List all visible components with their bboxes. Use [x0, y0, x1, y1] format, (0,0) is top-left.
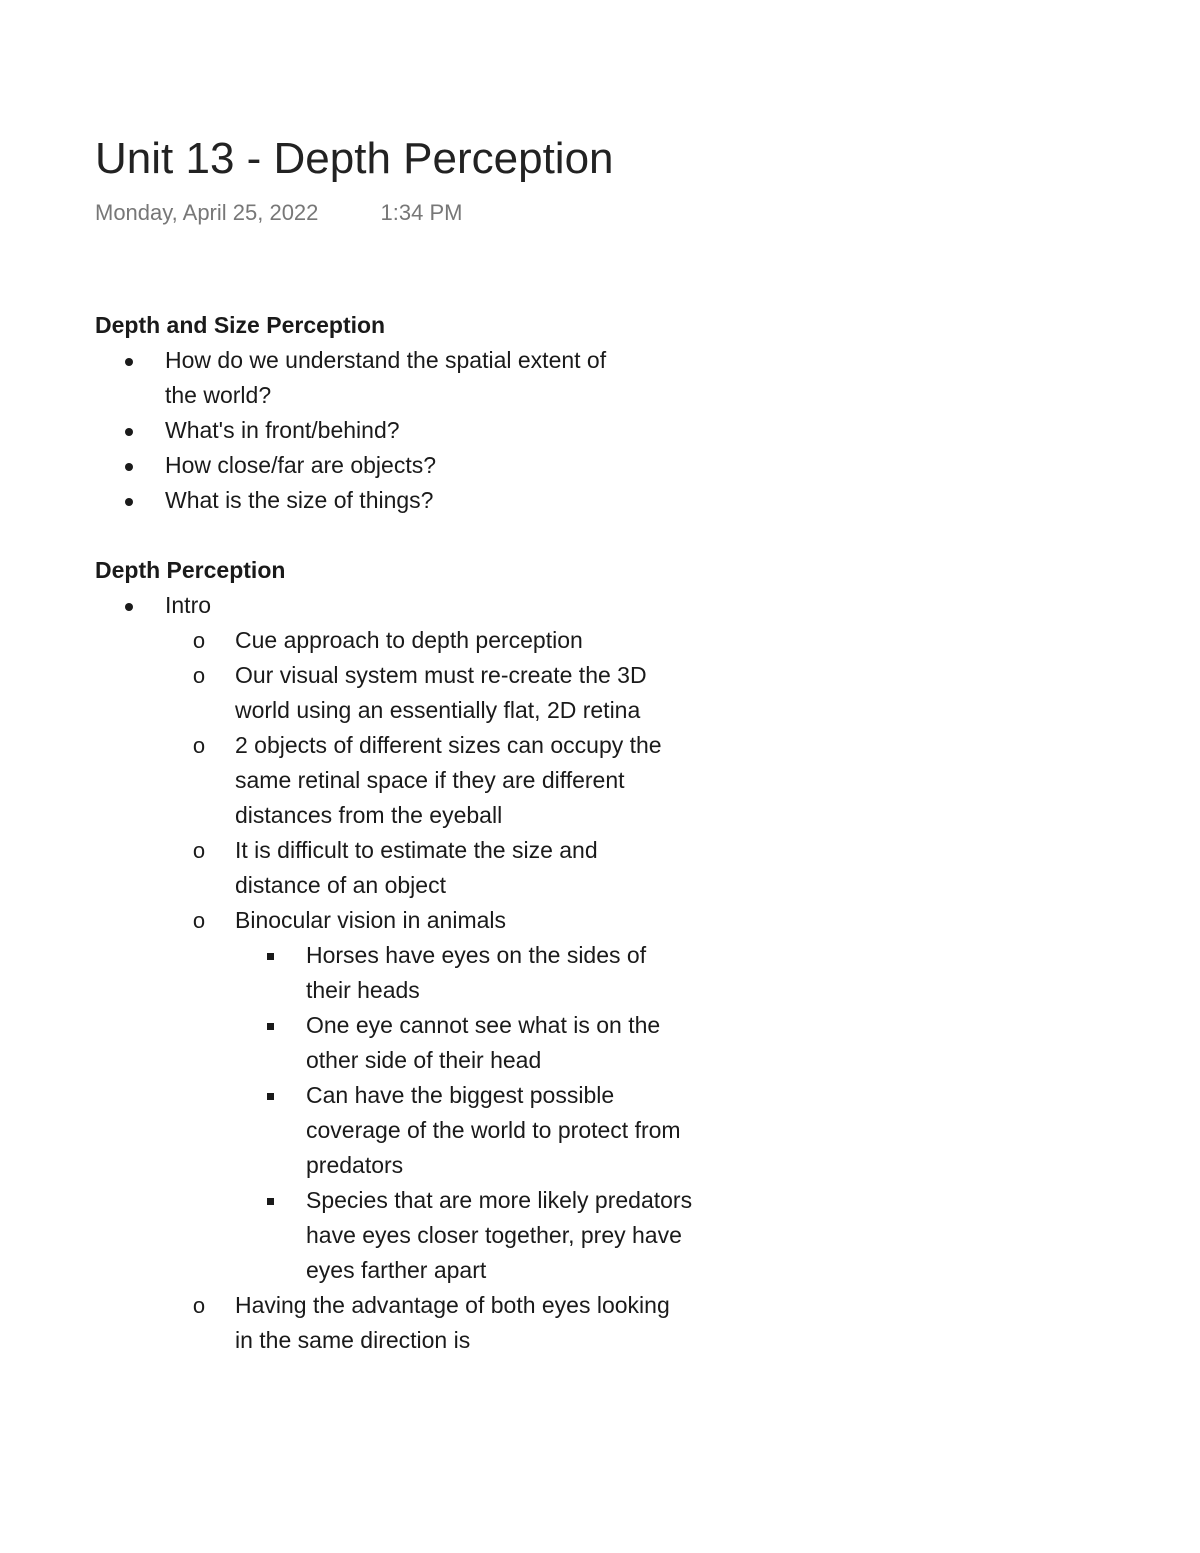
hollow-bullet-icon: o	[192, 628, 206, 653]
list-item: How close/far are objects?	[95, 448, 735, 483]
bullet-icon	[119, 343, 139, 378]
hollow-bullet-icon: o	[192, 663, 206, 688]
section-heading: Depth Perception	[95, 557, 286, 583]
list-item: Horses have eyes on the sides of their heads	[95, 938, 735, 1008]
list-item: o Cue approach to depth perception	[95, 623, 735, 658]
hollow-bullet-icon: o	[192, 733, 206, 758]
hollow-bullet-icon: o	[192, 838, 206, 863]
bullet-list	[95, 588, 735, 1358]
list-item: One eye cannot see what is on the other side of their head	[95, 1008, 735, 1078]
square-bullet-icon	[260, 1008, 280, 1043]
square-bullet-icon	[260, 1078, 280, 1113]
list-item: o 2 objects of different sizes can occupy the same retinal space if they are different distances from the eyeball	[95, 728, 735, 833]
list-item: o It is difficult to estimate the size and distance of an object	[95, 833, 735, 903]
bullet-list	[95, 343, 735, 518]
note-date: Monday, April 25, 2022	[95, 200, 319, 225]
bullet-icon	[119, 448, 139, 483]
bullet-icon	[119, 413, 139, 448]
list-item: o Our visual system must re-create the 3D world using an essentially flat, 2D retina	[95, 658, 735, 728]
hollow-bullet-icon: o	[192, 908, 206, 933]
list-item: Intro	[95, 588, 735, 623]
list-item: Species that are more likely predators have eyes closer together, prey have eyes farther apart	[95, 1183, 735, 1288]
list-item: o Binocular vision in animals	[95, 903, 735, 938]
note-timestamp	[95, 198, 735, 228]
page-title: Unit 13 - Depth Perception	[95, 134, 614, 183]
section-depth-and-size	[95, 308, 735, 518]
list-item: What is the size of things?	[95, 483, 735, 518]
hollow-bullet-icon: o	[192, 1293, 206, 1318]
note-time: 1:34 PM	[380, 200, 463, 225]
square-bullet-icon	[260, 938, 280, 973]
section-depth-perception	[95, 553, 735, 1358]
list-item: o Having the advantage of both eyes looking in the same direction is	[95, 1288, 735, 1358]
square-bullet-icon	[260, 1183, 280, 1218]
bullet-icon	[119, 588, 139, 623]
list-item: Can have the biggest possible coverage of the world to protect from predators	[95, 1078, 735, 1183]
section-heading: Depth and Size Perception	[95, 312, 386, 338]
note-page	[95, 130, 735, 1358]
bullet-icon	[119, 483, 139, 518]
list-item: How do we understand the spatial extent of the world?	[95, 343, 735, 413]
list-item: What's in front/behind?	[95, 413, 735, 448]
